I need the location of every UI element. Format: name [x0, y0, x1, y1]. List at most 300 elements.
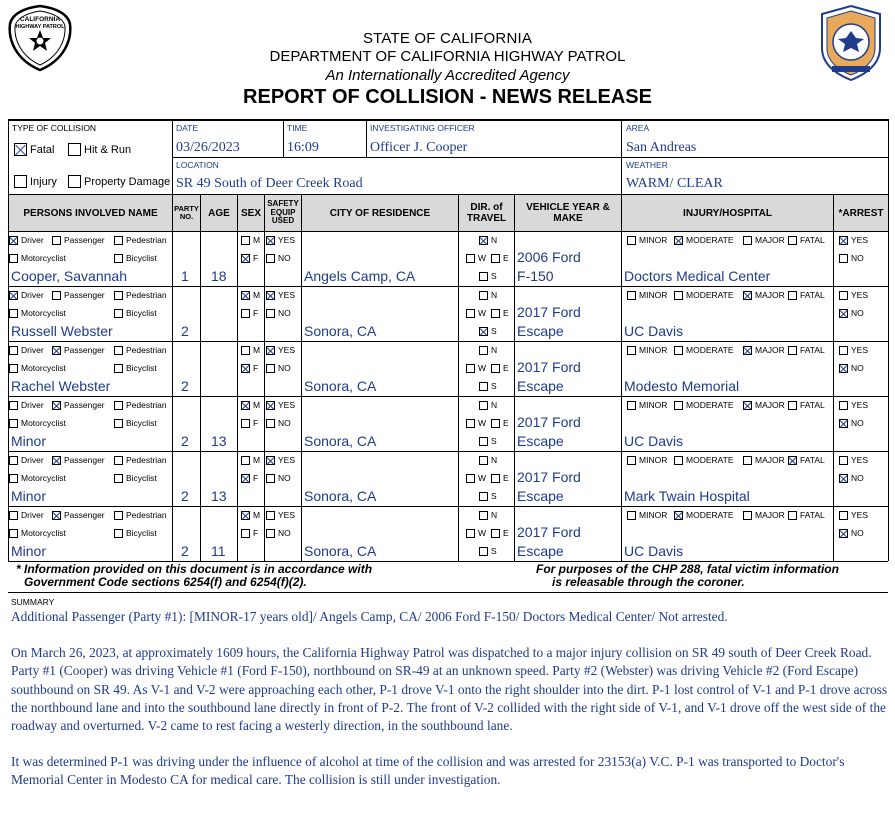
- dir-n-option[interactable]: [479, 455, 497, 465]
- role-passenger-option[interactable]: [52, 510, 105, 520]
- sex-f-option[interactable]: [241, 528, 258, 538]
- safety-yes-checkbox[interactable]: [266, 291, 275, 300]
- arrest-no-option[interactable]: [839, 418, 864, 428]
- role-passenger-checkbox[interactable]: [52, 346, 61, 355]
- injury-major-option[interactable]: [743, 400, 785, 410]
- arrest-no-option[interactable]: [839, 308, 864, 318]
- injury-fatal-option[interactable]: [788, 400, 825, 410]
- hit-run-checkbox[interactable]: [68, 143, 81, 156]
- arrest-no-option[interactable]: [839, 363, 864, 373]
- arrest-no-option[interactable]: [839, 473, 864, 483]
- arrest-no-checkbox[interactable]: [839, 474, 848, 483]
- arrest-no-option[interactable]: [839, 253, 864, 263]
- safety-no-option[interactable]: [266, 308, 291, 318]
- dir-w-option[interactable]: [466, 528, 486, 538]
- injury-moderate-checkbox[interactable]: [674, 401, 683, 410]
- role-motorcyclist-option[interactable]: [9, 308, 66, 318]
- injury-minor-option[interactable]: [627, 400, 667, 410]
- safety-yes-checkbox[interactable]: [266, 511, 275, 520]
- safety-yes-checkbox[interactable]: [266, 456, 275, 465]
- person-name: Rachel Webster: [11, 378, 111, 394]
- vehicle-year: 2017 Ford: [517, 524, 581, 540]
- safety-yes-option[interactable]: [266, 235, 295, 245]
- role-motorcyclist-checkbox[interactable]: [9, 474, 18, 483]
- injury-fatal-checkbox[interactable]: [788, 456, 797, 465]
- role-pedestrian-option[interactable]: [114, 510, 167, 520]
- role-driver-checkbox[interactable]: [9, 346, 18, 355]
- date-value: 03/26/2023: [176, 140, 240, 155]
- report-title: REPORT OF COLLISION - NEWS RELEASE: [243, 86, 652, 108]
- injury-fatal-label: FATAL: [800, 510, 825, 520]
- safety-no-checkbox[interactable]: [266, 364, 275, 373]
- role-passenger-option[interactable]: [52, 345, 105, 355]
- time-label: TIME: [287, 123, 308, 133]
- injury-minor-option[interactable]: [627, 345, 667, 355]
- injury-major-option[interactable]: [743, 235, 785, 245]
- safety-yes-option[interactable]: [266, 400, 295, 410]
- dir-e-option[interactable]: [491, 308, 509, 318]
- sex-m-option[interactable]: [241, 235, 260, 245]
- arrest-no-checkbox[interactable]: [839, 364, 848, 373]
- injury-moderate-label: MODERATE: [686, 455, 734, 465]
- dir-n-option[interactable]: [479, 290, 497, 300]
- injury-minor-option[interactable]: [627, 455, 667, 465]
- injury-major-checkbox[interactable]: [743, 346, 752, 355]
- role-motorcyclist-checkbox[interactable]: [9, 419, 18, 428]
- sex-m-checkbox[interactable]: [241, 291, 250, 300]
- sex-f-option[interactable]: [241, 418, 258, 428]
- role-bicyclist-option[interactable]: [114, 253, 157, 263]
- role-driver-option[interactable]: [9, 455, 44, 465]
- injury-minor-option[interactable]: [627, 235, 667, 245]
- role-motorcyclist-checkbox[interactable]: [9, 254, 18, 263]
- vehicle-make: Escape: [517, 378, 564, 394]
- role-passenger-checkbox[interactable]: [52, 456, 61, 465]
- arrest-yes-label: YES: [851, 345, 869, 355]
- injury-major-option[interactable]: [743, 290, 785, 300]
- role-motorcyclist-label: Motorcyclist: [21, 528, 66, 538]
- injury-moderate-checkbox[interactable]: [674, 236, 683, 245]
- safety-no-checkbox[interactable]: [266, 309, 275, 318]
- type-of-collision-label: TYPE OF COLLISION: [12, 123, 97, 133]
- dir-w-checkbox[interactable]: [466, 419, 475, 428]
- role-passenger-label: Passenger: [64, 345, 105, 355]
- role-motorcyclist-label: Motorcyclist: [21, 363, 66, 373]
- safety-no-checkbox[interactable]: [266, 419, 275, 428]
- dir-w-option[interactable]: [466, 308, 486, 318]
- sex-m-checkbox[interactable]: [241, 401, 250, 410]
- dir-w-option[interactable]: [466, 418, 486, 428]
- dir-s-option[interactable]: [479, 326, 497, 336]
- safety-yes-label: YES: [278, 455, 296, 465]
- role-motorcyclist-checkbox[interactable]: [9, 309, 18, 318]
- arrest-no-label: NO: [851, 528, 864, 538]
- arrest-no-checkbox[interactable]: [839, 254, 848, 263]
- arrest-yes-option[interactable]: [839, 510, 868, 520]
- injury-moderate-checkbox[interactable]: [674, 346, 683, 355]
- dir-s-checkbox[interactable]: [479, 327, 488, 336]
- vehicle-year: 2017 Ford: [517, 414, 581, 430]
- injury-fatal-option[interactable]: [788, 455, 825, 465]
- dir-w-checkbox[interactable]: [466, 529, 475, 538]
- safety-no-option[interactable]: [266, 418, 291, 428]
- dir-s-option[interactable]: [479, 436, 497, 446]
- dir-w-checkbox[interactable]: [466, 474, 475, 483]
- role-driver-option[interactable]: [9, 345, 44, 355]
- role-pedestrian-checkbox[interactable]: [114, 456, 123, 465]
- fatal-label: Fatal: [30, 143, 55, 156]
- safety-yes-option[interactable]: [266, 510, 295, 520]
- col-header-dir: DIR. of TRAVEL: [459, 195, 514, 231]
- arrest-yes-option[interactable]: [839, 290, 868, 300]
- safety-no-option[interactable]: [266, 473, 291, 483]
- safety-no-label: NO: [278, 528, 291, 538]
- sex-m-label: M: [253, 400, 261, 410]
- sex-f-checkbox[interactable]: [241, 474, 250, 483]
- role-passenger-option[interactable]: [52, 235, 105, 245]
- dir-s-option[interactable]: [479, 381, 497, 391]
- dir-s-option[interactable]: [479, 491, 497, 501]
- sex-f-checkbox[interactable]: [241, 364, 250, 373]
- party-number: 2: [181, 433, 189, 449]
- role-bicyclist-option[interactable]: [114, 528, 157, 538]
- injury-minor-checkbox[interactable]: [627, 401, 636, 410]
- safety-yes-checkbox[interactable]: [266, 236, 275, 245]
- role-pedestrian-option[interactable]: [114, 290, 167, 300]
- sex-f-option[interactable]: [241, 308, 258, 318]
- sex-m-checkbox[interactable]: [241, 346, 250, 355]
- dir-w-option[interactable]: [466, 363, 486, 373]
- dir-e-checkbox[interactable]: [491, 254, 500, 263]
- arrest-no-checkbox[interactable]: [839, 309, 848, 318]
- party-number: 2: [181, 543, 189, 559]
- injury-moderate-option[interactable]: [674, 510, 734, 520]
- hit-run-label: Hit & Run: [84, 143, 132, 156]
- safety-no-option[interactable]: [266, 363, 291, 373]
- role-passenger-checkbox[interactable]: [52, 236, 61, 245]
- dir-s-checkbox[interactable]: [479, 272, 488, 281]
- dir-n-option[interactable]: [479, 510, 497, 520]
- dir-n-option[interactable]: [479, 235, 497, 245]
- dir-w-label: W: [478, 473, 487, 483]
- injury-major-label: MAJOR: [755, 455, 785, 465]
- dir-e-checkbox[interactable]: [491, 309, 500, 318]
- safety-no-option[interactable]: [266, 253, 291, 263]
- injury-minor-checkbox[interactable]: [627, 346, 636, 355]
- role-driver-option[interactable]: [9, 235, 44, 245]
- injury-moderate-option[interactable]: [674, 290, 734, 300]
- safety-yes-checkbox[interactable]: [266, 401, 275, 410]
- role-pedestrian-option[interactable]: [114, 455, 167, 465]
- arrest-yes-checkbox[interactable]: [839, 291, 848, 300]
- injury-major-checkbox[interactable]: [743, 456, 752, 465]
- injury-option[interactable]: [14, 175, 57, 188]
- role-motorcyclist-option[interactable]: [9, 363, 66, 373]
- sex-m-checkbox[interactable]: [241, 456, 250, 465]
- role-bicyclist-option[interactable]: [114, 473, 157, 483]
- role-driver-checkbox[interactable]: [9, 236, 18, 245]
- sex-m-option[interactable]: [241, 510, 260, 520]
- col-header-sex: SEX: [238, 195, 264, 231]
- dir-w-label: W: [478, 308, 487, 318]
- dir-e-option[interactable]: [491, 253, 509, 263]
- role-pedestrian-checkbox[interactable]: [114, 511, 123, 520]
- role-driver-option[interactable]: [9, 400, 44, 410]
- dir-s-label: S: [491, 491, 497, 501]
- role-bicyclist-option[interactable]: [114, 363, 157, 373]
- injury-fatal-checkbox[interactable]: [788, 511, 797, 520]
- dir-n-checkbox[interactable]: [479, 346, 488, 355]
- dir-e-option[interactable]: [491, 473, 509, 483]
- report-header: [0, 0, 895, 118]
- safety-no-checkbox[interactable]: [266, 254, 275, 263]
- dir-w-option[interactable]: [466, 473, 486, 483]
- arrest-no-option[interactable]: [839, 528, 864, 538]
- fatal-option[interactable]: [14, 143, 54, 156]
- person-name: Cooper, Savannah: [11, 268, 127, 284]
- dir-n-checkbox[interactable]: [479, 291, 488, 300]
- dir-n-checkbox[interactable]: [479, 511, 488, 520]
- role-pedestrian-checkbox[interactable]: [114, 291, 123, 300]
- dir-e-option[interactable]: [491, 528, 509, 538]
- dir-e-option[interactable]: [491, 363, 509, 373]
- sex-m-option[interactable]: [241, 400, 260, 410]
- arrest-yes-checkbox[interactable]: [839, 511, 848, 520]
- sex-f-label: F: [253, 363, 259, 373]
- dir-n-label: N: [491, 290, 498, 300]
- arrest-yes-checkbox[interactable]: [839, 236, 848, 245]
- role-motorcyclist-option[interactable]: [9, 528, 66, 538]
- dir-s-checkbox[interactable]: [479, 382, 488, 391]
- role-bicyclist-option[interactable]: [114, 418, 157, 428]
- safety-yes-option[interactable]: [266, 455, 295, 465]
- injury-moderate-option[interactable]: [674, 235, 734, 245]
- dir-s-option[interactable]: [479, 271, 497, 281]
- role-pedestrian-checkbox[interactable]: [114, 401, 123, 410]
- injury-fatal-option[interactable]: [788, 345, 825, 355]
- injury-fatal-option[interactable]: [788, 235, 825, 245]
- injury-major-checkbox[interactable]: [743, 236, 752, 245]
- safety-yes-checkbox[interactable]: [266, 346, 275, 355]
- dir-n-checkbox[interactable]: [479, 236, 488, 245]
- arrest-yes-option[interactable]: [839, 400, 868, 410]
- dir-e-checkbox[interactable]: [491, 529, 500, 538]
- footnote-left-2: Government Code sections 6254(f) and 6254(f)(2).: [24, 575, 307, 589]
- hit-run-option[interactable]: [68, 143, 131, 156]
- role-passenger-checkbox[interactable]: [52, 291, 61, 300]
- injury-major-option[interactable]: [743, 345, 785, 355]
- injury-fatal-label: FATAL: [800, 455, 825, 465]
- injury-major-option[interactable]: [743, 510, 785, 520]
- date-label: DATE: [176, 123, 199, 133]
- role-driver-checkbox[interactable]: [9, 511, 18, 520]
- role-pedestrian-option[interactable]: [114, 400, 167, 410]
- role-driver-checkbox[interactable]: [9, 291, 18, 300]
- injury-fatal-checkbox[interactable]: [788, 291, 797, 300]
- injury-fatal-option[interactable]: [788, 290, 825, 300]
- injury-major-option[interactable]: [743, 455, 785, 465]
- role-bicyclist-checkbox[interactable]: [114, 419, 123, 428]
- sex-f-checkbox[interactable]: [241, 254, 250, 263]
- injury-major-checkbox[interactable]: [743, 291, 752, 300]
- injury-minor-label: MINOR: [639, 400, 668, 410]
- arrest-yes-checkbox[interactable]: [839, 456, 848, 465]
- arrest-yes-option[interactable]: [839, 235, 868, 245]
- person-age: 18: [211, 268, 227, 284]
- role-bicyclist-checkbox[interactable]: [114, 364, 123, 373]
- arrest-no-label: NO: [851, 363, 864, 373]
- arrest-yes-checkbox[interactable]: [839, 346, 848, 355]
- sex-f-option[interactable]: [241, 253, 258, 263]
- role-pedestrian-checkbox[interactable]: [114, 346, 123, 355]
- injury-fatal-label: FATAL: [800, 345, 825, 355]
- safety-no-checkbox[interactable]: [266, 474, 275, 483]
- role-motorcyclist-option[interactable]: [9, 473, 66, 483]
- injury-minor-checkbox[interactable]: [627, 291, 636, 300]
- role-driver-option[interactable]: [9, 510, 44, 520]
- dir-s-checkbox[interactable]: [479, 492, 488, 501]
- role-pedestrian-option[interactable]: [114, 235, 167, 245]
- sex-m-checkbox[interactable]: [241, 511, 250, 520]
- fatal-checkbox[interactable]: [14, 143, 27, 156]
- dir-w-checkbox[interactable]: [466, 254, 475, 263]
- sex-m-option[interactable]: [241, 290, 260, 300]
- role-motorcyclist-checkbox[interactable]: [9, 529, 18, 538]
- dir-w-option[interactable]: [466, 253, 486, 263]
- summary-paragraph: Additional Passenger (Party #1): [MINOR-17 years old]/ Angels Camp, CA/ 2006 Ford F-150/ Doctors Medical Center/ Not arrested.: [11, 609, 728, 624]
- role-bicyclist-checkbox[interactable]: [114, 529, 123, 538]
- dir-s-option[interactable]: [479, 546, 497, 556]
- dir-s-checkbox[interactable]: [479, 437, 488, 446]
- sex-m-checkbox[interactable]: [241, 236, 250, 245]
- injury-fatal-checkbox[interactable]: [788, 401, 797, 410]
- role-pedestrian-option[interactable]: [114, 345, 167, 355]
- injury-minor-label: MINOR: [639, 455, 668, 465]
- role-passenger-checkbox[interactable]: [52, 511, 61, 520]
- safety-yes-option[interactable]: [266, 345, 295, 355]
- injury-minor-checkbox[interactable]: [627, 511, 636, 520]
- dir-n-option[interactable]: [479, 345, 497, 355]
- sex-m-option[interactable]: [241, 455, 260, 465]
- role-bicyclist-checkbox[interactable]: [114, 309, 123, 318]
- injury-fatal-checkbox[interactable]: [788, 236, 797, 245]
- injury-moderate-label: MODERATE: [686, 290, 734, 300]
- dir-s-checkbox[interactable]: [479, 547, 488, 556]
- dir-e-checkbox[interactable]: [491, 419, 500, 428]
- role-passenger-option[interactable]: [52, 400, 105, 410]
- dir-s-label: S: [491, 381, 497, 391]
- sex-f-checkbox[interactable]: [241, 419, 250, 428]
- role-driver-label: Driver: [21, 235, 44, 245]
- role-driver-option[interactable]: [9, 290, 44, 300]
- dir-e-checkbox[interactable]: [491, 474, 500, 483]
- dir-n-label: N: [491, 455, 498, 465]
- col-header-vehicle: VEHICLE YEAR & MAKE: [515, 195, 621, 231]
- role-passenger-option[interactable]: [52, 455, 105, 465]
- injury-minor-checkbox[interactable]: [627, 456, 636, 465]
- injury-major-checkbox[interactable]: [743, 401, 752, 410]
- role-bicyclist-checkbox[interactable]: [114, 474, 123, 483]
- sex-f-option[interactable]: [241, 363, 258, 373]
- injury-major-label: MAJOR: [755, 510, 785, 520]
- dir-n-label: N: [491, 235, 498, 245]
- dir-n-checkbox[interactable]: [479, 456, 488, 465]
- injury-moderate-option[interactable]: [674, 345, 734, 355]
- arrest-yes-option[interactable]: [839, 455, 868, 465]
- sex-m-option[interactable]: [241, 345, 260, 355]
- role-driver-checkbox[interactable]: [9, 401, 18, 410]
- injury-moderate-checkbox[interactable]: [674, 511, 683, 520]
- role-bicyclist-checkbox[interactable]: [114, 254, 123, 263]
- injury-checkbox[interactable]: [14, 175, 27, 188]
- dir-n-checkbox[interactable]: [479, 401, 488, 410]
- injury-minor-checkbox[interactable]: [627, 236, 636, 245]
- role-driver-checkbox[interactable]: [9, 456, 18, 465]
- arrest-yes-checkbox[interactable]: [839, 401, 848, 410]
- sex-f-checkbox[interactable]: [241, 529, 250, 538]
- hospital: Mark Twain Hospital: [624, 488, 750, 504]
- role-motorcyclist-option[interactable]: [9, 418, 66, 428]
- arrest-no-checkbox[interactable]: [839, 419, 848, 428]
- hospital: UC Davis: [624, 433, 684, 449]
- injury-fatal-checkbox[interactable]: [788, 346, 797, 355]
- role-pedestrian-checkbox[interactable]: [114, 236, 123, 245]
- vehicle-year: 2017 Ford: [517, 359, 581, 375]
- area-value: San Andreas: [626, 140, 697, 155]
- injury-minor-option[interactable]: [627, 290, 667, 300]
- role-passenger-label: Passenger: [64, 510, 105, 520]
- role-motorcyclist-label: Motorcyclist: [21, 418, 66, 428]
- injury-fatal-label: FATAL: [800, 400, 825, 410]
- role-passenger-checkbox[interactable]: [52, 401, 61, 410]
- role-bicyclist-option[interactable]: [114, 308, 157, 318]
- sex-f-option[interactable]: [241, 473, 258, 483]
- dir-w-checkbox[interactable]: [466, 364, 475, 373]
- dir-e-option[interactable]: [491, 418, 509, 428]
- injury-moderate-checkbox[interactable]: [674, 456, 683, 465]
- role-motorcyclist-checkbox[interactable]: [9, 364, 18, 373]
- dir-n-label: N: [491, 400, 498, 410]
- injury-fatal-label: FATAL: [800, 290, 825, 300]
- dir-e-checkbox[interactable]: [491, 364, 500, 373]
- col-header-city: CITY OF RESIDENCE: [302, 195, 458, 231]
- injury-fatal-label: FATAL: [800, 235, 825, 245]
- arrest-yes-option[interactable]: [839, 345, 868, 355]
- role-motorcyclist-option[interactable]: [9, 253, 66, 263]
- injury-minor-option[interactable]: [627, 510, 667, 520]
- sex-m-label: M: [253, 455, 261, 465]
- sex-f-checkbox[interactable]: [241, 309, 250, 318]
- injury-moderate-checkbox[interactable]: [674, 291, 683, 300]
- hospital: Doctors Medical Center: [624, 268, 771, 284]
- safety-yes-option[interactable]: [266, 290, 295, 300]
- dir-n-option[interactable]: [479, 400, 497, 410]
- injury-major-checkbox[interactable]: [743, 511, 752, 520]
- property-damage-option[interactable]: [68, 175, 170, 188]
- injury-moderate-option[interactable]: [674, 400, 734, 410]
- role-passenger-option[interactable]: [52, 290, 105, 300]
- safety-yes-label: YES: [278, 510, 296, 520]
- safety-no-option[interactable]: [266, 528, 291, 538]
- injury-fatal-option[interactable]: [788, 510, 825, 520]
- dir-w-checkbox[interactable]: [466, 309, 475, 318]
- role-bicyclist-label: Bicyclist: [126, 308, 157, 318]
- property-damage-checkbox[interactable]: [68, 175, 81, 188]
- arrest-no-checkbox[interactable]: [839, 529, 848, 538]
- safety-no-checkbox[interactable]: [266, 529, 275, 538]
- injury-minor-label: MINOR: [639, 510, 668, 520]
- injury-moderate-option[interactable]: [674, 455, 734, 465]
